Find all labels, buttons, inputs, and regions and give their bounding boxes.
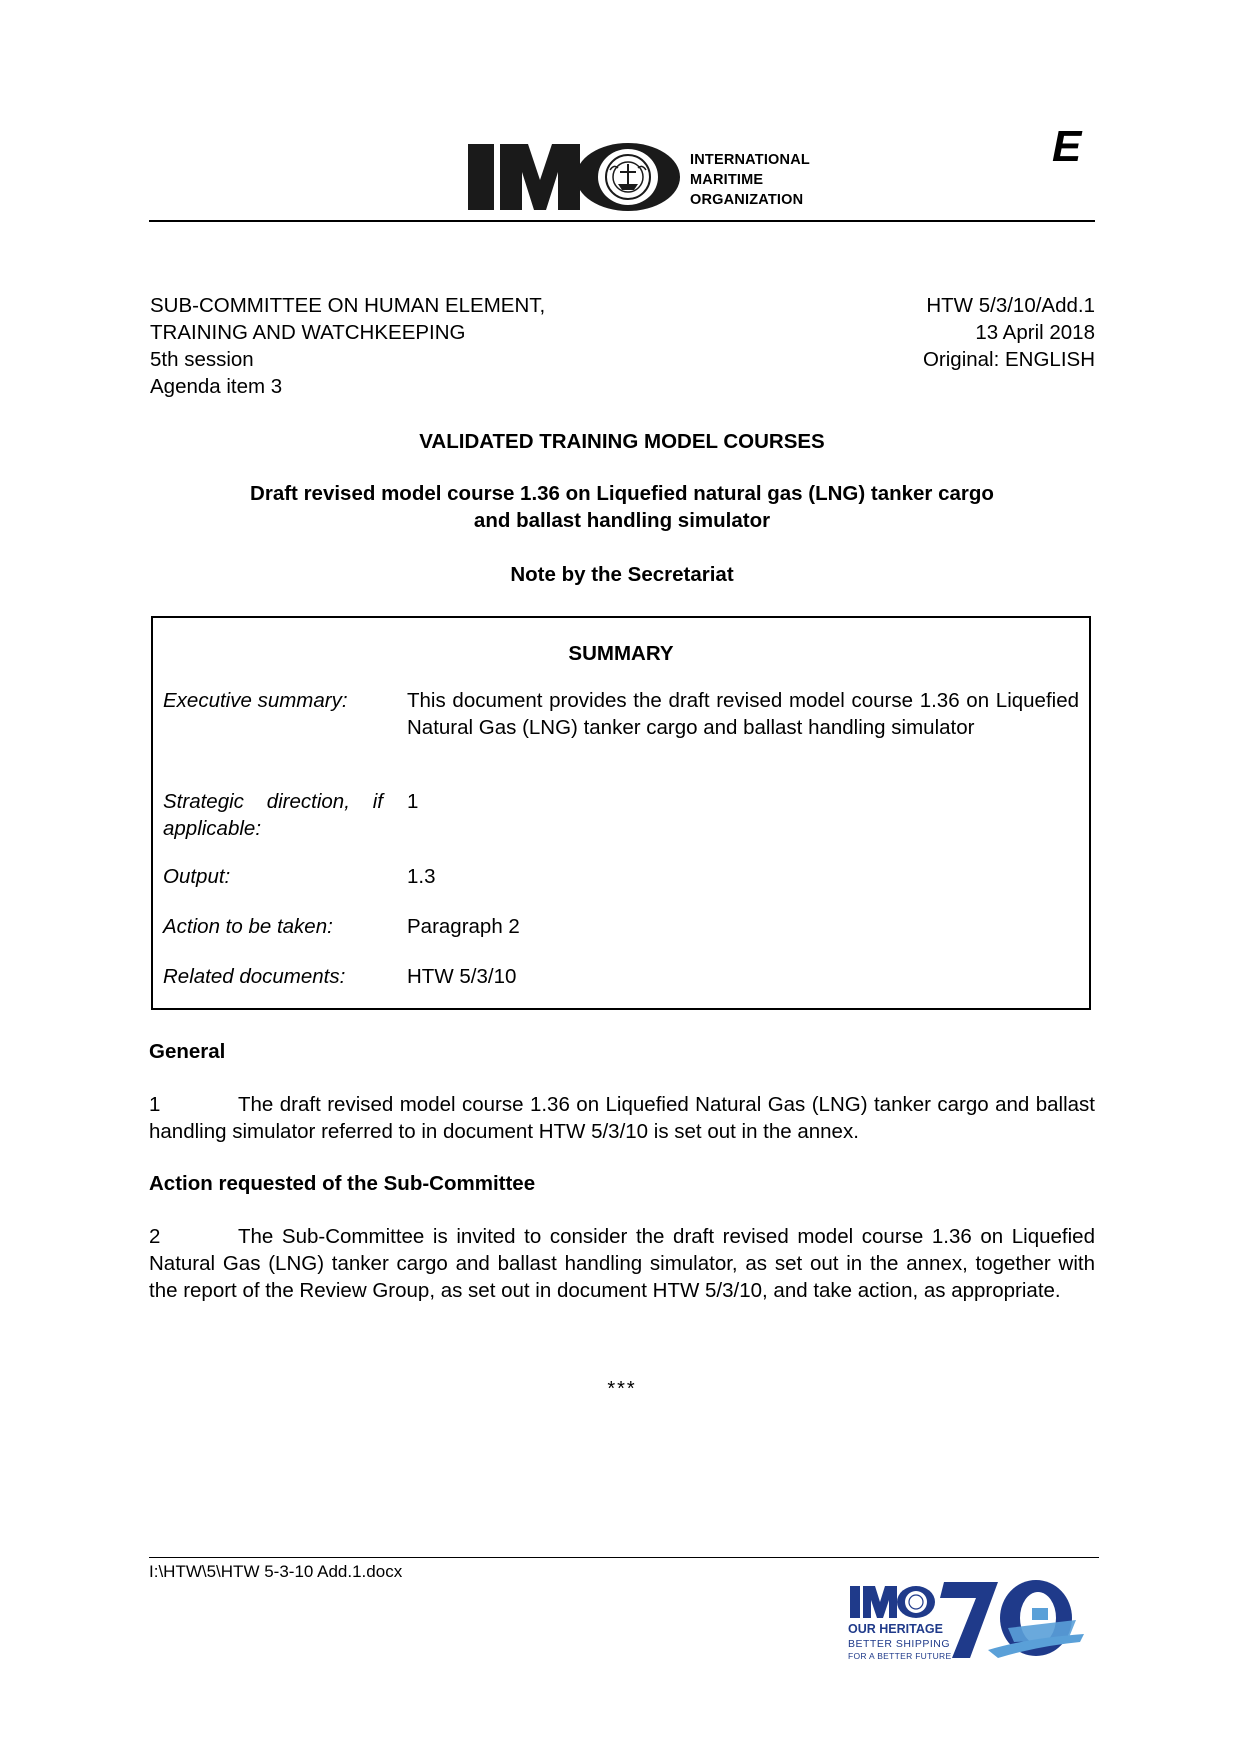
organization-name xyxy=(690,150,810,210)
summary-label: Output: xyxy=(163,865,231,888)
summary-heading: SUMMARY xyxy=(568,642,674,665)
section-heading-general: General xyxy=(149,1040,226,1063)
agenda-item-line: Agenda item 3 xyxy=(150,375,283,398)
document-title: VALIDATED TRAINING MODEL COURSES xyxy=(419,430,825,453)
document-symbol: HTW 5/3/10/Add.1 xyxy=(926,294,1095,317)
subtitle-line-1: Draft revised model course 1.36 on Liquefied natural gas (LNG) tanker cargo xyxy=(250,482,994,505)
committee-line-2: TRAINING AND WATCHKEEPING xyxy=(150,321,466,344)
subtitle-line-2: and ballast handling simulator xyxy=(473,509,771,532)
org-line-2: MARITIME xyxy=(690,172,764,188)
note-by-line: Note by the Secretariat xyxy=(510,563,734,586)
summary-value: 1.3 xyxy=(407,865,436,888)
committee-line-1: SUB-COMMITTEE ON HUMAN ELEMENT, xyxy=(150,294,546,317)
paragraph-1 xyxy=(149,1091,1095,1145)
summary-label: Action to be taken: xyxy=(163,915,333,938)
summary-value: 1 xyxy=(407,790,419,813)
end-separator: *** xyxy=(607,1378,637,1400)
imo-70-anniversary-logo xyxy=(848,1578,1098,1670)
imo-logo xyxy=(468,140,828,214)
anniversary-line-1: OUR HERITAGE xyxy=(848,1622,943,1636)
document-info xyxy=(923,292,1095,373)
paragraph-text: The draft revised model course 1.36 on Liquefied Natural Gas (LNG) tanker cargo and ballast handling simulator referred to in document HTW 5/3/10 is set out in the annex. xyxy=(149,1093,1095,1143)
document-subtitle xyxy=(149,480,1095,534)
summary-box xyxy=(151,616,1091,1010)
summary-value: HTW 5/3/10 xyxy=(407,965,517,988)
summary-value: Paragraph 2 xyxy=(407,915,520,938)
summary-label: Executive summary: xyxy=(163,689,348,712)
summary-value: This document provides the draft revised model course 1.36 on Liquefied Natural Gas (LNG) tanker cargo and ballast handling simulator xyxy=(407,689,1079,739)
paragraph-number: 1 xyxy=(149,1093,161,1116)
language-mark: E xyxy=(1052,122,1082,171)
paragraph-text: The Sub-Committee is invited to consider the draft revised model course 1.36 on Liquefied Natural Gas (LNG) tanker cargo and ballast handling simulator, as set out in the annex, together with the report of the Review Group, as set out in document HTW 5/3/10, and take action, as appropriate. xyxy=(149,1225,1095,1302)
paragraph-2 xyxy=(149,1223,1095,1304)
org-line-1: INTERNATIONAL xyxy=(690,152,810,168)
section-heading-action: Action requested of the Sub-Committee xyxy=(149,1172,536,1195)
header-divider xyxy=(149,220,1095,222)
committee-info xyxy=(150,292,545,400)
org-line-3: ORGANIZATION xyxy=(690,192,804,208)
summary-label: Strategic direction, if applicable: xyxy=(163,790,383,840)
session-line: 5th session xyxy=(150,348,254,371)
imo-logo-mark xyxy=(468,140,683,214)
anniversary-line-3: FOR A BETTER FUTURE xyxy=(848,1651,952,1661)
footer-divider xyxy=(149,1557,1099,1558)
paragraph-number: 2 xyxy=(149,1225,161,1248)
file-path: I:\HTW\5\HTW 5-3-10 Add.1.docx xyxy=(149,1562,403,1581)
document-date: 13 April 2018 xyxy=(975,321,1095,344)
original-language: Original: ENGLISH xyxy=(922,348,1095,371)
anniversary-line-2: BETTER SHIPPING xyxy=(848,1638,951,1650)
summary-label: Related documents: xyxy=(163,965,346,988)
